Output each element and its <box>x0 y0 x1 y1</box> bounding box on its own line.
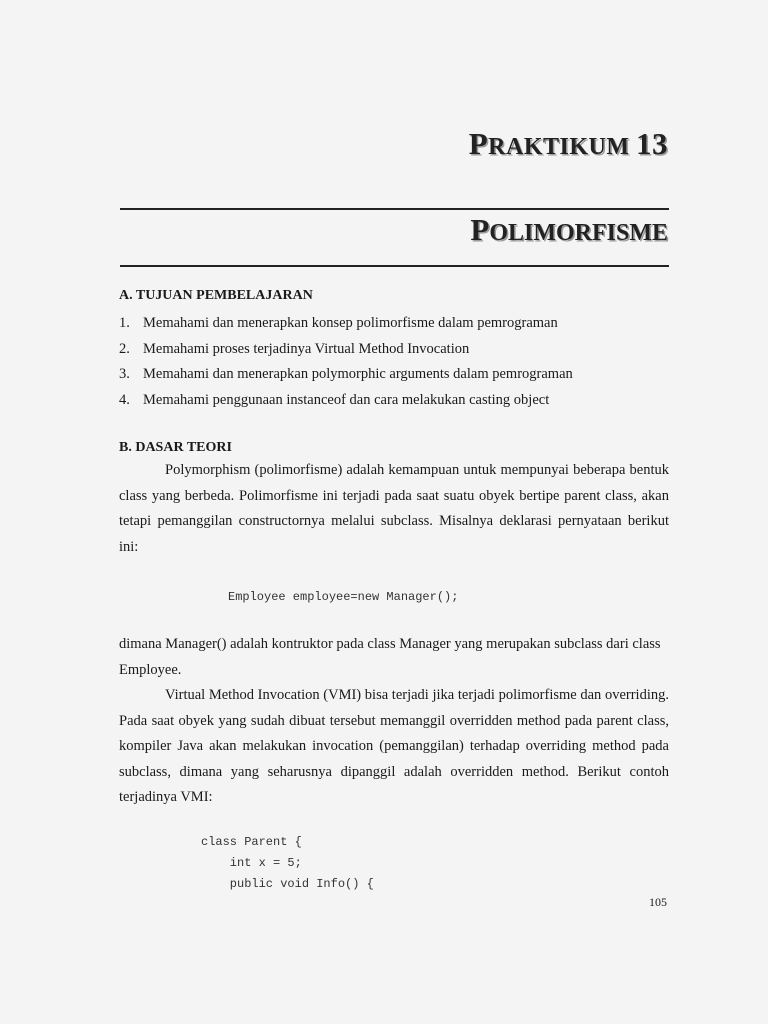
theory-paragraph-1: Polymorphism (polimorfisme) adalah kemampuan untuk mempunyai beberapa bentuk class yang berbeda. Polimorfisme ini terjadi pada saat suatu obyek bertipe parent class, akan tetapi pemanggilan constructornya melalui subclass. Misalnya deklarasi pernyataan berikut ini: <box>119 462 669 555</box>
chapter-title: PRAKTIKUM 13 <box>468 126 668 161</box>
section-a-heading: A. TUJUAN PEMBELAJARAN <box>119 288 313 303</box>
learning-objectives-list <box>119 313 573 415</box>
list-item: 2. Memahami proses terjadinya Virtual Method Invocation <box>119 340 470 357</box>
subject-title: POLIMORFISME <box>470 212 668 247</box>
list-item: 1. Memahami dan menerapkan konsep polimorfisme dalam pemrograman <box>119 315 558 331</box>
list-item: 3. Memahami dan menerapkan polymorphic arguments dalam pemrograman <box>119 366 573 382</box>
code-snippet-declaration: Employee employee=new Manager(); <box>228 590 459 604</box>
list-item: 4. Memahami penggunaan instanceof dan cara melakukan casting object <box>119 391 550 408</box>
code-snippet-parent-class: class Parent { int x = 5; public void Info() { <box>201 835 374 891</box>
page-number: 105 <box>649 895 667 909</box>
theory-paragraph-2: dimana Manager() adalah kontruktor pada class Manager yang merupakan subclass dari class Employee. <box>119 636 661 678</box>
title-rule-top <box>120 208 669 210</box>
title-rule-bottom <box>120 265 669 267</box>
section-b-heading: B. DASAR TEORI <box>119 440 232 455</box>
theory-paragraph-3: Virtual Method Invocation (VMI) bisa terjadi jika terjadi polimorfisme dan overriding. Pada saat obyek yang sudah dibuat tersebut memanggil overridden method pada parent class, kompiler Java akan melakukan invocation (pemanggilan) terhadap overriding method pada subclass, dimana yang seharusnya dipanggil adalah overridden method. Berikut contoh terjadinya VMI: <box>119 687 669 805</box>
